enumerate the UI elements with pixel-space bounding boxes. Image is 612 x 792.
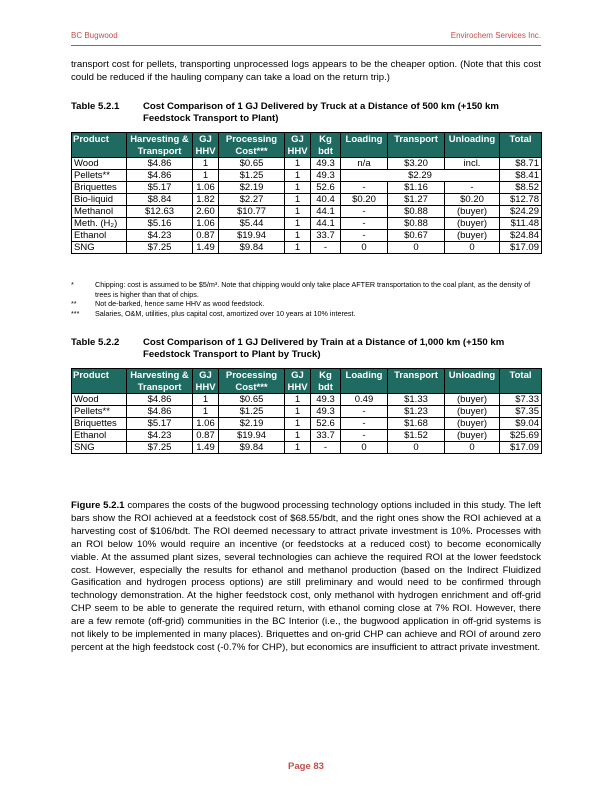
table-cell: (buyer) — [445, 218, 500, 230]
table1-number: Table 5.2.1 — [71, 101, 120, 112]
table-row — [72, 182, 542, 194]
table-cell: 1 — [193, 394, 219, 406]
table1 — [71, 132, 542, 254]
table-cell: (buyer) — [445, 418, 500, 430]
table-cell: $7.25 — [127, 242, 193, 254]
table-cell: $0.65 — [219, 394, 285, 406]
table-cell: 1 — [285, 430, 311, 442]
table-cell: (buyer) — [445, 406, 500, 418]
table2 — [71, 368, 542, 454]
col-header: Total — [500, 133, 542, 158]
col-header: Unloading — [445, 369, 500, 394]
table-cell: 1.49 — [193, 242, 219, 254]
table-cell: $8.84 — [127, 194, 193, 206]
col-header: Product — [72, 369, 127, 394]
table-cell: 1 — [285, 206, 311, 218]
table-cell: Bio-liquid — [72, 194, 127, 206]
table-cell: $4.23 — [127, 430, 193, 442]
table-cell: SNG — [72, 242, 127, 254]
table-cell: $5.17 — [127, 418, 193, 430]
table-cell: 1 — [193, 158, 219, 170]
table-cell: (buyer) — [445, 430, 500, 442]
table-cell: $24.29 — [500, 206, 542, 218]
table-cell: 49.3 — [311, 406, 341, 418]
body-paragraph — [71, 500, 541, 655]
table-cell: $24.84 — [500, 230, 542, 242]
table-cell: $4.86 — [127, 170, 193, 182]
table-cell: 1 — [285, 158, 311, 170]
col-header: Transport — [388, 133, 445, 158]
note-text: Chipping: cost is assumed to be $5/m³. Note that chipping would only take place AFTER transportation to the coal plant, as the density of trees is higher than that of chips. — [95, 280, 531, 299]
col-header: Harvesting & Transport — [127, 369, 193, 394]
table-cell: $19.94 — [219, 430, 285, 442]
table-cell: $4.86 — [127, 158, 193, 170]
table-cell: 0 — [388, 442, 445, 454]
table-row — [72, 418, 542, 430]
table-cell: $1.33 — [388, 394, 445, 406]
table-cell: 1.82 — [193, 194, 219, 206]
page-number: Page 83 — [288, 761, 324, 772]
col-header: Transport — [388, 369, 445, 394]
table-cell: $2.19 — [219, 182, 285, 194]
header-left: BC Bugwood — [71, 31, 118, 40]
table2-number: Table 5.2.2 — [71, 337, 120, 348]
table-cell: $4.86 — [127, 394, 193, 406]
table-cell: $1.27 — [388, 194, 445, 206]
table-row — [72, 206, 542, 218]
table-cell: $0.88 — [388, 206, 445, 218]
table-cell: $5.44 — [219, 218, 285, 230]
table-cell: $0.88 — [388, 218, 445, 230]
table-cell: $17.09 — [500, 442, 542, 454]
col-header: Total — [500, 369, 542, 394]
table2-head — [72, 369, 542, 394]
table-cell: $11.48 — [500, 218, 542, 230]
table-cell: $19.94 — [219, 230, 285, 242]
table-cell: 1 — [285, 394, 311, 406]
table2-body — [72, 394, 542, 454]
table-cell: 33.7 — [311, 430, 341, 442]
table-cell: SNG — [72, 442, 127, 454]
table-cell: $1.25 — [219, 170, 285, 182]
col-header: GJ HHV — [193, 369, 219, 394]
table-cell: $4.23 — [127, 230, 193, 242]
table-cell: n/a — [341, 158, 388, 170]
table-cell: $5.17 — [127, 182, 193, 194]
note-text: Salaries, O&M, utilities, plus capital cost, amortized over 10 years at 10% interest. — [95, 308, 356, 318]
table-note — [71, 309, 541, 319]
table-cell: - — [445, 182, 500, 194]
table-cell: Wood — [72, 158, 127, 170]
table-cell: $2.27 — [219, 194, 285, 206]
table-cell: 1 — [285, 218, 311, 230]
table-cell: Ethanol — [72, 230, 127, 242]
table-cell: 0.87 — [193, 230, 219, 242]
table-cell: $9.84 — [219, 442, 285, 454]
table-cell: 44.1 — [311, 218, 341, 230]
table-cell: $1.25 — [219, 406, 285, 418]
table-cell: $7.25 — [127, 442, 193, 454]
table-cell: Wood — [72, 394, 127, 406]
table-cell: 1.06 — [193, 218, 219, 230]
col-header: Loading — [341, 369, 388, 394]
table-cell: $0.20 — [445, 194, 500, 206]
table-cell: $1.23 — [388, 406, 445, 418]
table-cell: (buyer) — [445, 206, 500, 218]
table-cell: $25.69 — [500, 430, 542, 442]
table1-body — [72, 158, 542, 254]
table1-title: Cost Comparison of 1 GJ Delivered by Truck at a Distance of 500 km (+150 km Feedstock Transport to Plant) — [143, 101, 499, 125]
running-header — [71, 31, 541, 46]
table-row — [72, 158, 542, 170]
col-header: Processing Cost*** — [219, 369, 285, 394]
table-row — [72, 170, 542, 182]
table-row — [72, 242, 542, 254]
table-cell: $12.78 — [500, 194, 542, 206]
table-cell: 0.49 — [341, 394, 388, 406]
table-cell: (buyer) — [445, 230, 500, 242]
table-cell: $2.29 — [341, 170, 500, 182]
table-cell: $7.33 — [500, 394, 542, 406]
table-row — [72, 230, 542, 242]
table-cell: $1.68 — [388, 418, 445, 430]
table-cell: 1 — [285, 442, 311, 454]
table-cell: $1.16 — [388, 182, 445, 194]
col-header: Processing Cost*** — [219, 133, 285, 158]
table-note — [71, 280, 541, 299]
table-cell: $0.67 — [388, 230, 445, 242]
table-cell: incl. — [445, 158, 500, 170]
table-cell: - — [341, 218, 388, 230]
note-marker: *** — [71, 308, 80, 318]
table-cell: Briquettes — [72, 418, 127, 430]
table-cell: $0.65 — [219, 158, 285, 170]
table-cell: 0 — [388, 242, 445, 254]
table-cell: 44.1 — [311, 206, 341, 218]
figure-reference: Figure 5.2.1 — [71, 500, 125, 511]
table-cell: (buyer) — [445, 394, 500, 406]
table-cell: 2.60 — [193, 206, 219, 218]
col-header: Loading — [341, 133, 388, 158]
col-header: GJ HHV — [193, 133, 219, 158]
table-cell: - — [341, 206, 388, 218]
note-text: Not de-barked, hence same HHV as wood feedstock. — [95, 299, 265, 309]
table-row — [72, 218, 542, 230]
table-cell: 1.49 — [193, 442, 219, 454]
table-cell: 1 — [285, 418, 311, 430]
body-text: compares the costs of the bugwood processing technology options included in this study. The left bars show the ROI achieved at a feedstock cost of $68.55/bdt, and the right ones show the ROI achieved at a harvesting cost of $106/bdt. The ROI deemed necessary to attract private investment is 10%. Processes with an ROI below 10% would require an incentive (or feedstocks at a reduced cost) to become economically viable. At the assumed plant sizes, several technologies can achieve the required ROI at the lower feedstock cost. However, especially the results for ethanol and methanol production (based on the Indirect Fluidized Gasification and hydrogen process options) are still preliminary and would need to be confirmed through technology demonstration. At the higher feedstock cost, only methanol with hydrogen enrichment and off-grid CHP seem to be able to generate the required return, with ethanol coming close at 7% ROI. However, there are a few remote (off-grid) communities in the BC Interior (i.e., the bugwood application in off-grid systems is not likely to be implemented in many places). Briquettes and on-grid CHP can achieve and ROI of around zero percent at the high feedstock cost (-0.7% for CHP), but economics are insufficient to attract private investment. — [71, 500, 541, 653]
table-cell: Ethanol — [72, 430, 127, 442]
table-cell: 52.6 — [311, 182, 341, 194]
note-marker: * — [71, 280, 74, 289]
table-cell: $5.16 — [127, 218, 193, 230]
intro-paragraph: transport cost for pellets, transporting unprocessed logs appears to be the cheaper option. (Note that this cost could be reduced if the hauling company can take a load on the return trip.) — [71, 59, 541, 83]
table-cell: 49.3 — [311, 394, 341, 406]
table-cell: 1 — [285, 230, 311, 242]
table-cell: 1 — [285, 194, 311, 206]
table-cell: 33.7 — [311, 230, 341, 242]
table-cell: Pellets** — [72, 406, 127, 418]
table-cell: 1 — [285, 242, 311, 254]
table-cell: 40.4 — [311, 194, 341, 206]
table-cell: - — [311, 442, 341, 454]
table-cell: $8.52 — [500, 182, 542, 194]
table-cell: 49.3 — [311, 170, 341, 182]
table-cell: - — [341, 418, 388, 430]
table-row — [72, 406, 542, 418]
table-cell: - — [311, 242, 341, 254]
table-cell: 0 — [341, 442, 388, 454]
table-cell: - — [341, 230, 388, 242]
table-cell: $9.84 — [219, 242, 285, 254]
table-row — [72, 194, 542, 206]
table1-head — [72, 133, 542, 158]
table-cell: $8.71 — [500, 158, 542, 170]
table-cell: 1 — [285, 182, 311, 194]
table-cell: Pellets** — [72, 170, 127, 182]
table-cell: 1 — [193, 406, 219, 418]
table-cell: Briquettes — [72, 182, 127, 194]
table-cell: $8.41 — [500, 170, 542, 182]
table2-title: Cost Comparison of 1 GJ Delivered by Train at a Distance of 1,000 km (+150 km Feedstock Transport to Plant by Truck) — [143, 337, 505, 361]
table-cell: $3.20 — [388, 158, 445, 170]
table-cell: Meth. (H₂) — [72, 218, 127, 230]
table2-caption — [71, 337, 541, 362]
table-cell: $7.35 — [500, 406, 542, 418]
col-header: Product — [72, 133, 127, 158]
table-row — [72, 430, 542, 442]
note-marker: ** — [71, 299, 77, 309]
table-cell: 0 — [445, 442, 500, 454]
table-cell: 0 — [341, 242, 388, 254]
col-header: Kg bdt — [311, 369, 341, 394]
header-right: Envirochem Services Inc. — [450, 31, 541, 40]
table-cell: - — [341, 182, 388, 194]
col-header: Kg bdt — [311, 133, 341, 158]
table-cell: $2.19 — [219, 418, 285, 430]
table1-notes — [71, 280, 541, 318]
table-cell: 1.06 — [193, 182, 219, 194]
table-cell: 1 — [285, 170, 311, 182]
table-cell: 52.6 — [311, 418, 341, 430]
table-row — [72, 442, 542, 454]
table-cell: 1 — [193, 170, 219, 182]
table-cell: 1.06 — [193, 418, 219, 430]
table-row — [72, 394, 542, 406]
table-cell: Methanol — [72, 206, 127, 218]
table-cell: $0.20 — [341, 194, 388, 206]
table-cell: 0.87 — [193, 430, 219, 442]
table-cell: $1.52 — [388, 430, 445, 442]
table-cell: $10.77 — [219, 206, 285, 218]
table-cell: $9.04 — [500, 418, 542, 430]
table-cell: - — [341, 406, 388, 418]
table-cell: 1 — [285, 406, 311, 418]
table-cell: - — [341, 430, 388, 442]
col-header: Unloading — [445, 133, 500, 158]
col-header: Harvesting & Transport — [127, 133, 193, 158]
table-cell: $17.09 — [500, 242, 542, 254]
table-cell: $4.86 — [127, 406, 193, 418]
table-note — [71, 299, 541, 309]
table1-caption — [71, 101, 541, 126]
table-cell: 49.3 — [311, 158, 341, 170]
col-header: GJ HHV — [285, 133, 311, 158]
table-cell: 0 — [445, 242, 500, 254]
col-header: GJ HHV — [285, 369, 311, 394]
table-cell: $12.63 — [127, 206, 193, 218]
